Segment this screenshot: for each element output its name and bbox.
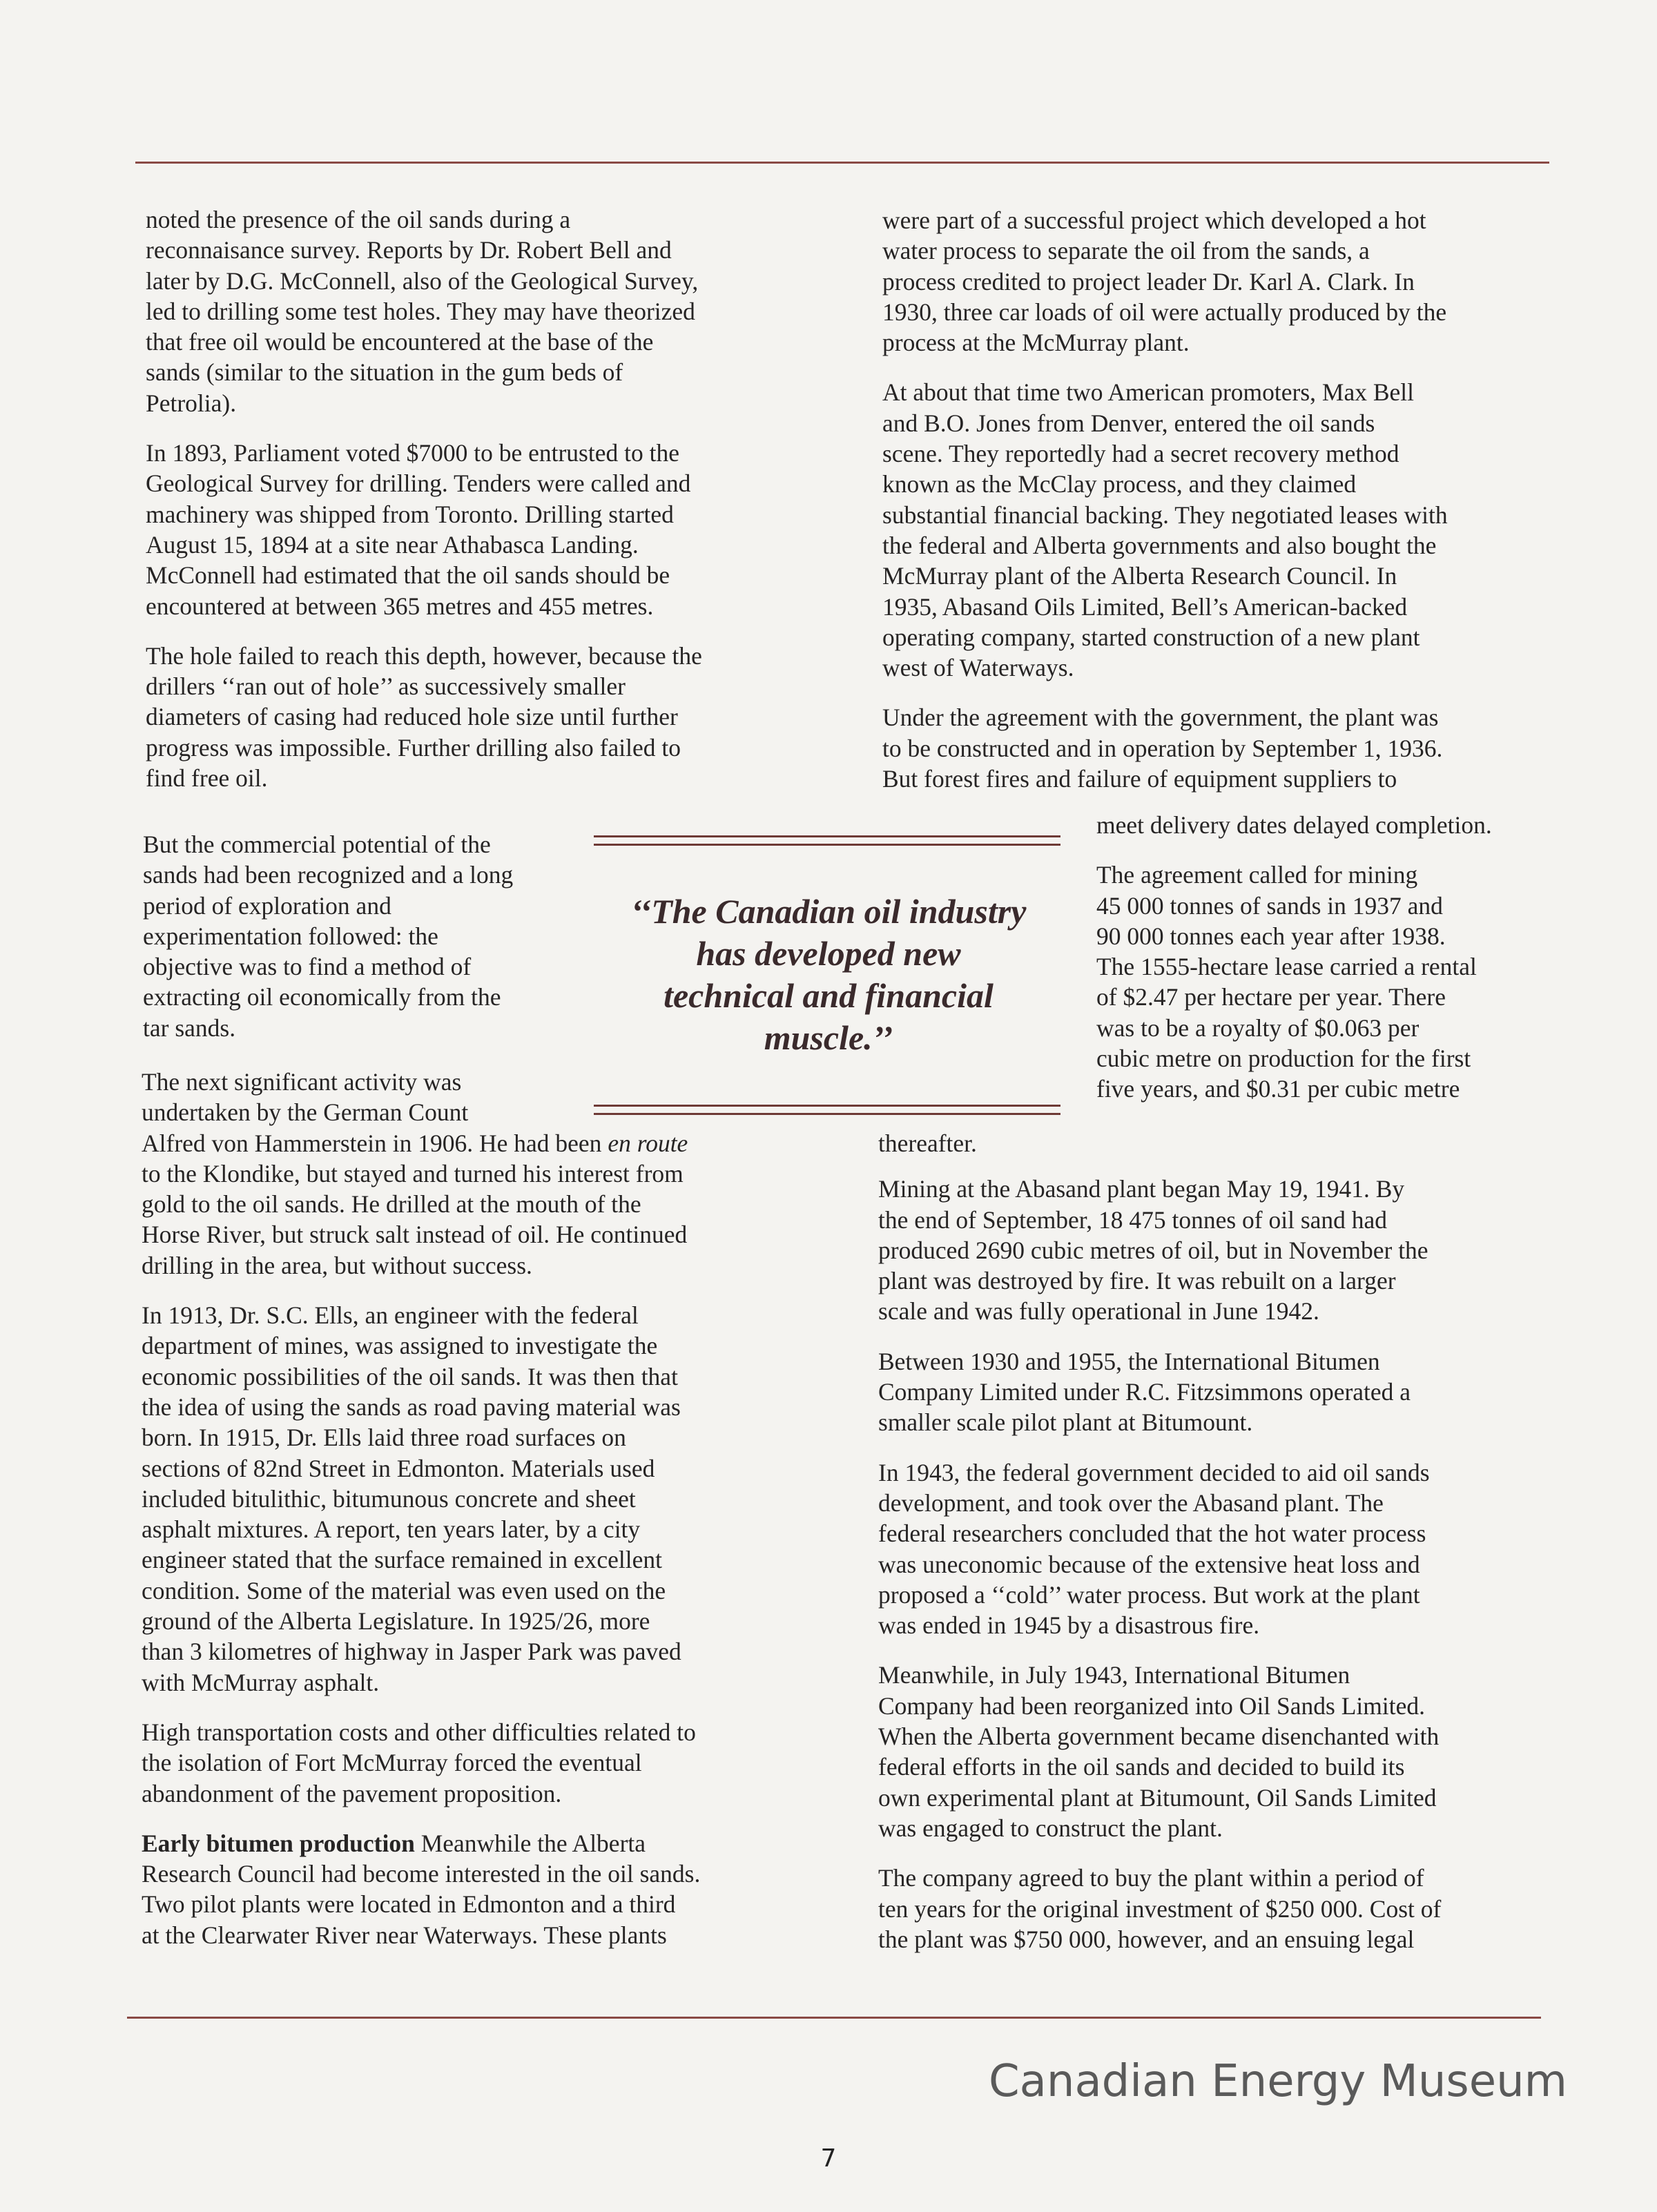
left-paragraph-8	[142, 1828, 804, 1950]
pull-quote-rule	[594, 1113, 1060, 1115]
pull-quote-rule	[594, 835, 1060, 837]
left-paragraph-5-a: The next significant activity was undertaken by the German Count Alfred von Hammerstein in 1906. He had been	[142, 1068, 602, 1157]
pull-quote: ‘‘The Canadian oil industry has developed new technical and financial muscle.’’	[630, 892, 1027, 1057]
right-column-bottom	[878, 1128, 1555, 1954]
right-paragraph-9: The company agreed to buy the plant within a period of ten years for the original investment of $250 000. Cost of the plant was $750 000, however, and an ensuing legal	[878, 1864, 1442, 1953]
pull-quote-top-rules	[594, 835, 1060, 852]
left-column-top	[146, 204, 808, 793]
right-paragraph-7: In 1943, the federal government decided to aid oil sands development, and took over the Abasand plant. The federal researchers concluded that the hot water process was uneconomic because of the extensive heat loss and proposed a ‘‘cold’’ water process. But work at the plant was ended in 1945 by a disastrous fire.	[878, 1458, 1430, 1640]
left-paragraph-5-b: to the Klondike, but stayed and turned his interest from gold to the oil sands. He drilled at the mouth of the Horse River, but struck salt instead of oil. He continued drilling in the area, but without success.	[142, 1159, 688, 1279]
right-paragraph-2: At about that time two American promoters, Max Bell and B.O. Jones from Denver, entered the oil sands scene. They reportedly had a secret recovery method known as the McClay process, and they claimed substantial financial backing. They negotiated leases with the federal and Alberta governments and also bought the McMurray plant of the Alberta Research Council. In 1935, Abasand Oils Limited, Bell’s American-backed operating company, started construction of a new plant west of Waterways.	[882, 378, 1448, 682]
right-paragraph-3b: meet delivery dates delayed completion.	[1096, 811, 1492, 839]
right-paragraph-4-end: thereafter.	[878, 1129, 977, 1157]
right-paragraph-4: The agreement called for mining 45 000 tonnes of sands in 1937 and 90 000 tonnes each year after 1938. The 1555-hectare lease carried a rental of $2.47 per hectare per year. There was to be a royalty of $0.063 per cubic metre on production for the first five years, and $0.31 per cubic metre	[1096, 861, 1477, 1103]
bottom-rule	[127, 2017, 1541, 2019]
right-column-top	[882, 205, 1559, 794]
left-paragraph-7: High transportation costs and other difficulties related to the isolation of Fort McMurray forced the eventual abandonment of the pavement proposition.	[142, 1718, 696, 1807]
right-paragraph-5: Mining at the Abasand plant began May 19, 1941. By the end of September, 18 475 tonnes of oil sand had produced 2690 cubic metres of oil, but in November the plant was destroyed by fire. It was rebuilt on a larger scale and was fully operational in June 1942.	[878, 1175, 1428, 1326]
en-route-italic: en route	[608, 1129, 688, 1157]
pull-quote-rule	[594, 1105, 1060, 1107]
left-paragraph-8-text: Meanwhile the Alberta Research Council had become interested in the oil sands. Two pilot plants were located in Edmonton and a third at the Clearwater River near Waterways. These plants	[142, 1829, 701, 1949]
right-paragraph-8: Meanwhile, in July 1943, International Bitumen Company had been reorganized into Oil Sands Limited. When the Alberta government became disenchanted with federal efforts in the oil sands and decided to build its own experimental plant at Bitumount, Oil Sands Limited was engaged to construct the plant.	[878, 1661, 1440, 1842]
left-paragraph-5	[142, 1067, 804, 1281]
left-paragraph-4: But the commercial potential of the sands had been recognized and a long period of exploration and experimentation followed: the objective was to find a method of extracting oil economically from the tar sands.	[143, 831, 514, 1042]
left-paragraph-6: In 1913, Dr. S.C. Ells, an engineer with the federal department of mines, was assigned to investigate the economic possibilities of the oil sands. It was then that the idea of using the sands as road paving material was born. In 1915, Dr. Ells laid three road surfaces on sections of 82nd Street in Edmonton. Materials used included bitulithic, bitumunous concrete and sheet asphalt mixtures. A report, ten years later, by a city engineer stated that the surface remained in excellent condition. Some of the material was even used on the ground of the Alberta Legislature. In 1925/26, more than 3 kilometres of highway in Jasper Park was paved with McMurray asphalt.	[142, 1301, 681, 1696]
right-paragraph-1: were part of a successful project which developed a hot water process to separate the oil from the sands, a process credited to project leader Dr. Karl A. Clark. In 1930, three car loads of oil were actually produced by the process at the McMurray plant.	[882, 206, 1447, 357]
left-column-bottom	[142, 1067, 804, 1950]
right-column-narrow	[1096, 810, 1559, 1105]
right-paragraph-3a: Under the agreement with the government, the plant was to be constructed and in operation by September 1, 1936. But forest fires and failure of equipment suppliers to	[882, 704, 1443, 793]
pull-quote-rule	[594, 844, 1060, 846]
page-number: 7	[820, 2144, 837, 2173]
left-paragraph-1: noted the presence of the oil sands during a reconnaisance survey. Reports by Dr. Robert Bell and later by D.G. McConnell, also of the Geological Survey, led to drilling some test holes. They may have theorized that free oil would be encountered at the base of the sands (similar to the situation in the gum beds of Petrolia).	[146, 206, 699, 417]
right-paragraph-6: Between 1930 and 1955, the International Bitumen Company Limited under R.C. Fitzsimmons operated a smaller scale pilot plant at Bitumount.	[878, 1347, 1411, 1437]
museum-watermark: Canadian Energy Museum	[988, 2056, 1567, 2107]
left-paragraph-2: In 1893, Parliament voted $7000 to be entrusted to the Geological Survey for drilling. Tenders were called and machinery was shipped from Toronto. Drilling started August 15, 1894 at a site near Athabasca Landing. McConnell had estimated that the oil sands should be encountered at between 365 metres and 455 metres.	[146, 439, 691, 620]
pull-quote-bottom-rules	[594, 1105, 1060, 1121]
left-paragraph-3: The hole failed to reach this depth, however, because the drillers ‘‘ran out of hole’’ as successively smaller diameters of casing had reduced hole size until further progress was impossible. Further drilling also failed to find free oil.	[146, 641, 702, 793]
left-column-narrow	[143, 829, 585, 1043]
top-rule	[135, 162, 1549, 164]
section-heading-early-bitumen: Early bitumen production	[142, 1829, 415, 1857]
